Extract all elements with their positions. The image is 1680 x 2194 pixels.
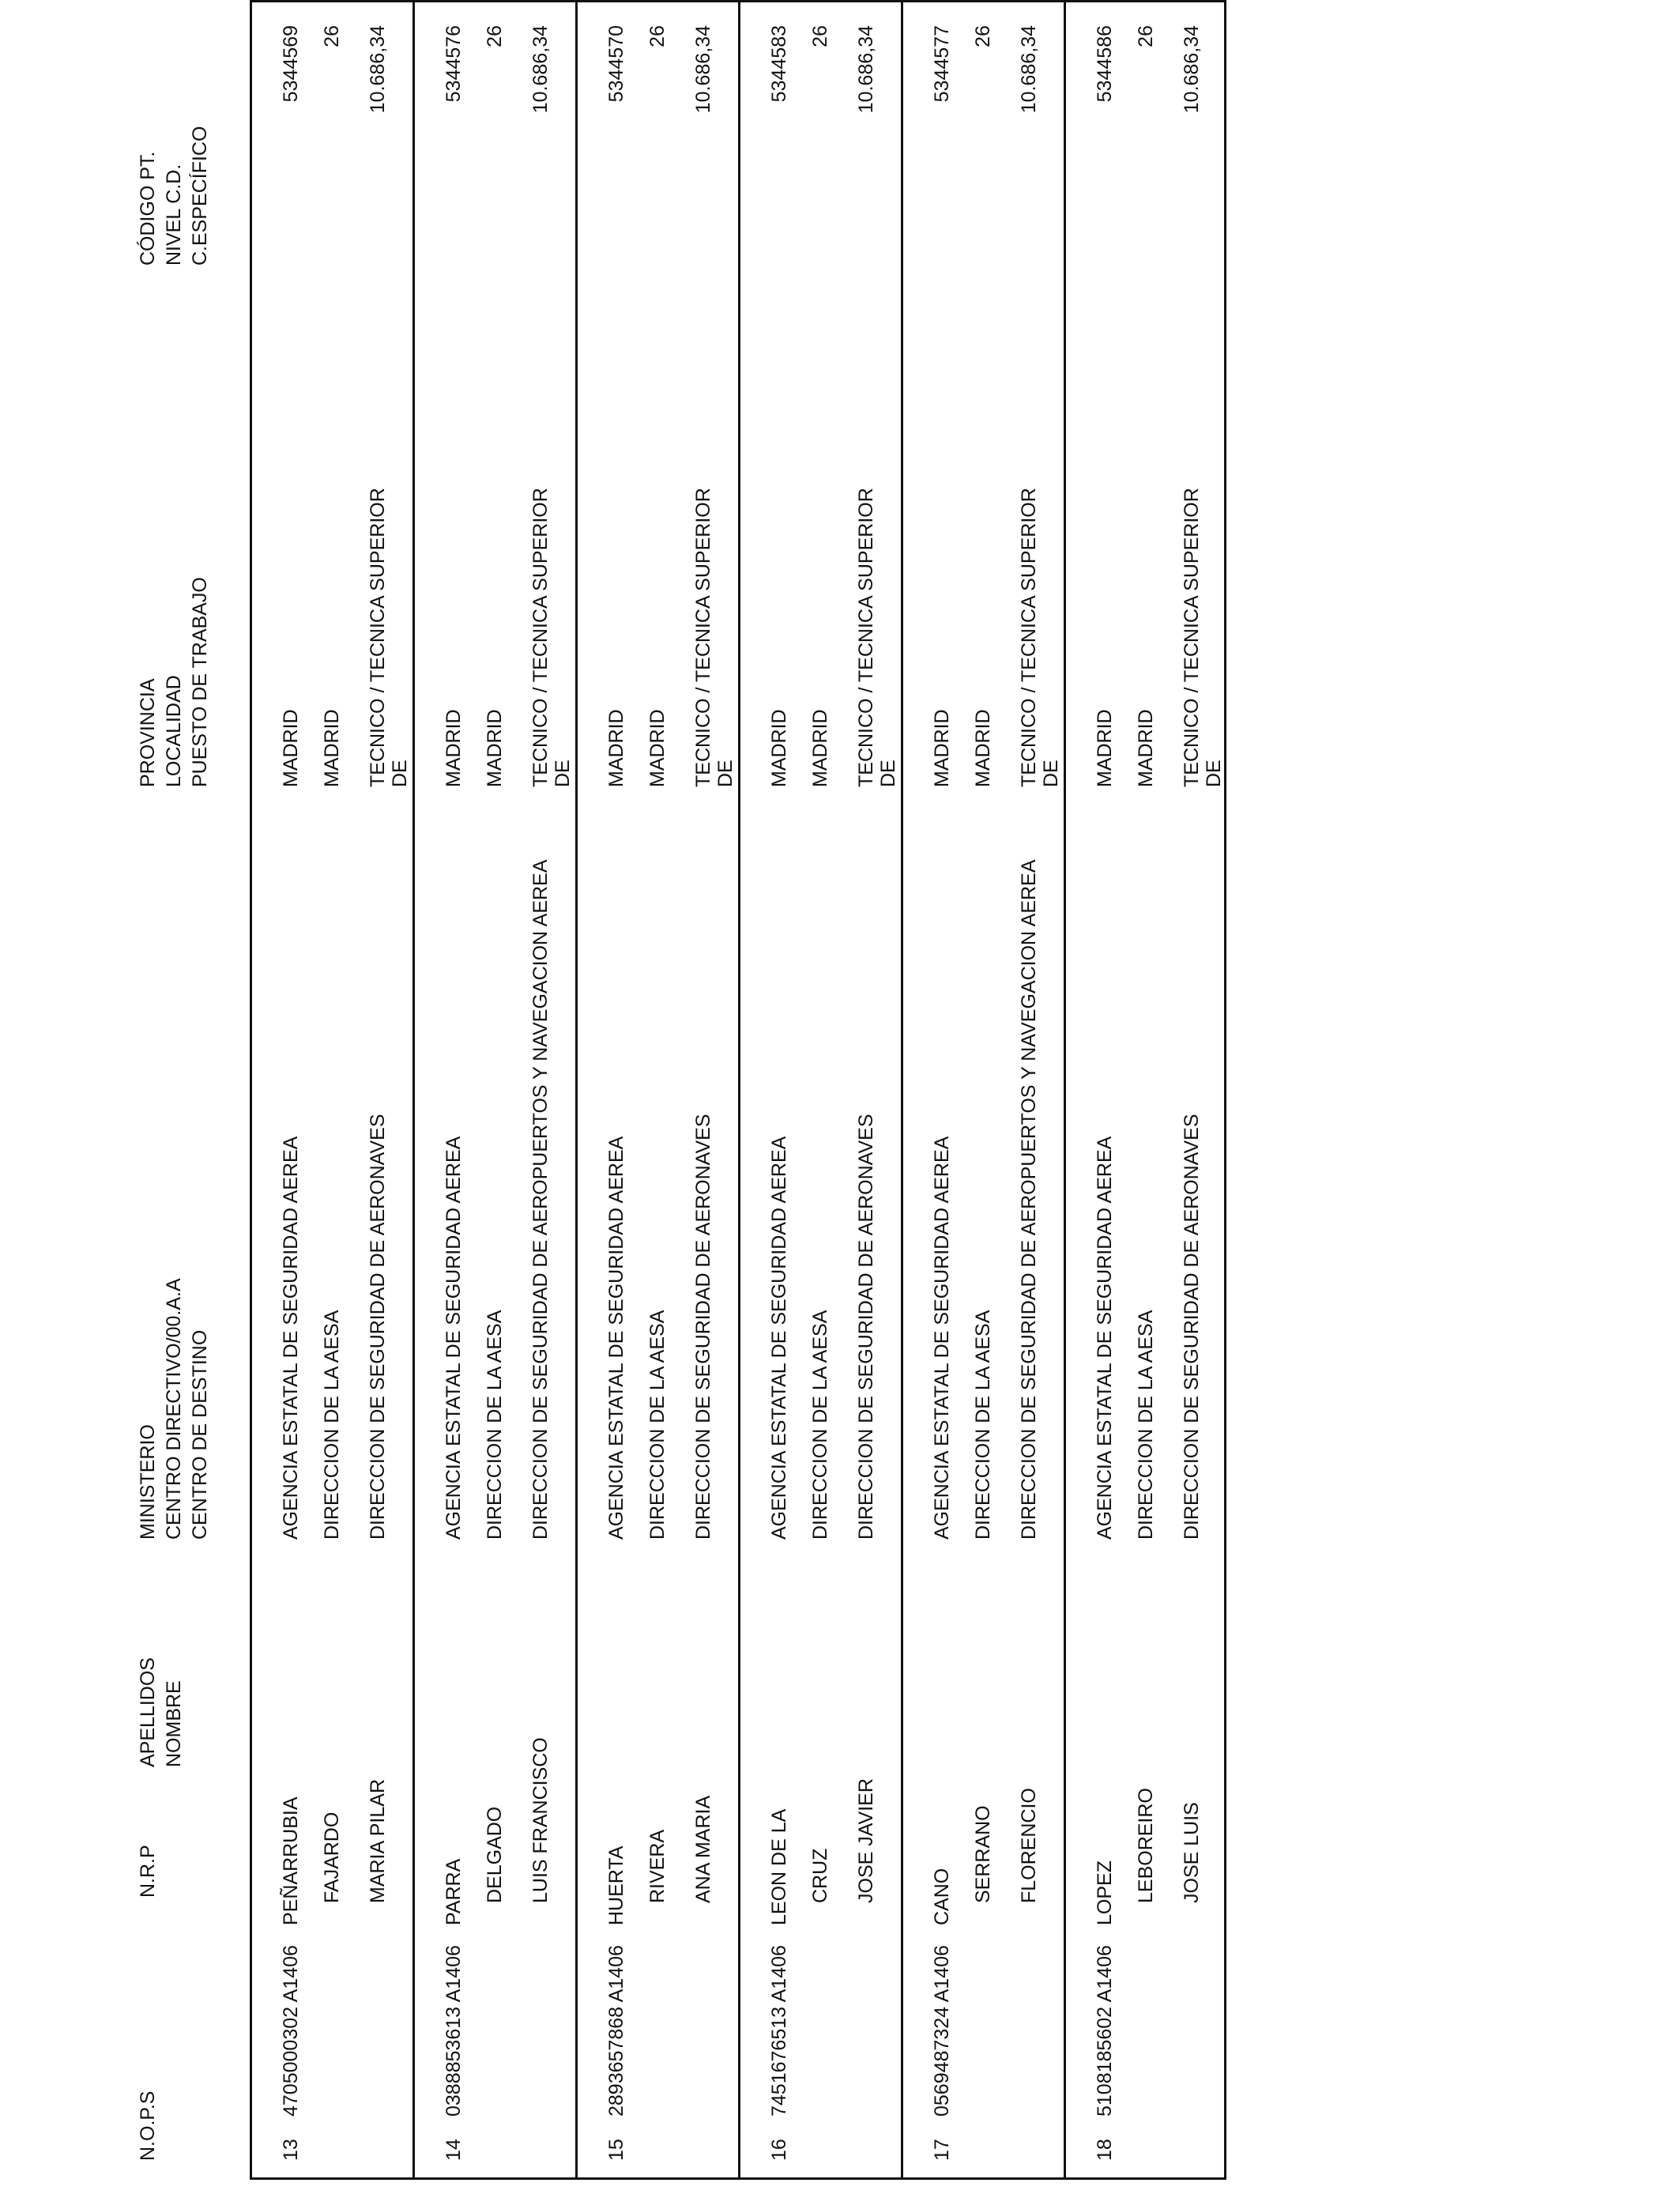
row-puesto-line1: TECNICO / TECNICA SUPERIOR [529,488,552,787]
header-nivel-line: NIVEL C.D. [163,164,185,266]
row-nrp: 7451676513 A1406 [768,1945,790,2117]
table-row [575,0,738,2180]
table-row [250,0,412,2180]
row-provincia: MADRID [280,709,302,787]
row-provincia: MADRID [605,709,627,787]
row-nivel: 26 [972,25,994,47]
row-centro-destino: DIRECCION DE SEGURIDAD DE AERONAVES [1181,1114,1203,1540]
row-apellido1: LOPEZ [1094,1860,1116,1925]
row-especifico: 10.686,34 [367,25,389,114]
row-centro-directivo: DIRECCION DE LA AESA [1135,1310,1157,1540]
row-provincia: MADRID [1094,709,1116,787]
row-nrp: 0388853613 A1406 [443,1945,465,2117]
row-centro-destino: DIRECCION DE SEGURIDAD DE AEROPUERTOS Y NAVEGACION AEREA [529,859,552,1540]
row-nrp: 4705000302 A1406 [280,1945,302,2117]
row-localidad: MADRID [321,709,343,787]
row-codigo: 5344586 [1094,25,1116,103]
row-ministerio: AGENCIA ESTATAL DE SEGURIDAD AEREA [931,1136,953,1540]
row-number: 17 [931,2139,953,2161]
row-apellido1: PARRA [443,1858,465,1925]
row-apellido2: RIVERA [646,1829,669,1903]
header-provincia-line: PROVINCIA [137,678,159,787]
row-localidad: MADRID [809,709,831,787]
header-nops: N.O.P.S [137,2090,159,2161]
table-row [901,0,1064,2180]
row-nombre: LUIS FRANCISCO [529,1737,552,1903]
row-nivel: 26 [809,25,831,47]
row-codigo: 5344576 [443,25,465,103]
header-provincia [138,577,217,787]
row-centro-directivo: DIRECCION DE LA AESA [646,1310,669,1540]
row-number: 15 [605,2139,627,2161]
row-puesto-line1: TECNICO / TECNICA SUPERIOR [1018,488,1040,787]
row-provincia: MADRID [768,709,790,787]
header-nrp: N.R.P [137,1845,159,1898]
table-row [738,0,901,2180]
row-centro-directivo: DIRECCION DE LA AESA [321,1310,343,1540]
row-nombre: JOSE JAVIER [855,1778,877,1903]
row-apellido2: FAJARDO [321,1811,343,1903]
row-puesto-line2: DE [1040,760,1062,787]
row-especifico: 10.686,34 [1018,25,1040,114]
row-provincia: MADRID [931,709,953,787]
row-puesto-line2: DE [714,760,736,787]
row-apellido1: PEÑARRUBIA [280,1796,302,1925]
table-header [0,0,237,2194]
row-nombre: MARIA PILAR [367,1779,389,1903]
row-ministerio: AGENCIA ESTATAL DE SEGURIDAD AEREA [443,1136,465,1540]
row-nivel: 26 [1135,25,1157,47]
row-apellido2: DELGADO [484,1806,506,1903]
row-puesto-line1: TECNICO / TECNICA SUPERIOR [855,488,877,787]
row-puesto-line2: DE [1203,760,1225,787]
row-apellido1: LEON DE LA [768,1808,790,1925]
header-nombre-line: NOMBRE [163,1680,185,1767]
row-separator [738,0,740,2180]
header-especifico-line: C.ESPECÍFICO [189,126,211,266]
row-puesto-line2: DE [877,760,899,787]
row-ministerio: AGENCIA ESTATAL DE SEGURIDAD AEREA [1094,1136,1116,1540]
row-puesto-line2: DE [552,760,574,787]
row-separator [1064,0,1066,2180]
row-apellido2: LEBOREIRO [1135,1788,1157,1903]
header-codigo [138,126,217,266]
row-number: 14 [443,2139,465,2161]
row-codigo: 5344577 [931,25,953,103]
row-nombre: JOSE LUIS [1181,1802,1203,1903]
row-nivel: 26 [484,25,506,47]
table-row [412,0,575,2180]
header-apellidos-line: APELLIDOS [137,1657,159,1767]
header-apellidos [138,1657,190,1767]
row-puesto-line1: TECNICO / TECNICA SUPERIOR [367,488,389,787]
row-apellido2: SERRANO [972,1805,994,1903]
row-nrp: 0569487324 A1406 [931,1945,953,2117]
row-centro-directivo: DIRECCION DE LA AESA [484,1310,506,1540]
row-number: 18 [1094,2139,1116,2161]
row-centro-destino: DIRECCION DE SEGURIDAD DE AERONAVES [692,1114,714,1540]
header-centro-directivo-line: CENTRO DIRECTIVO/00.A.A [163,1278,185,1540]
row-ministerio: AGENCIA ESTATAL DE SEGURIDAD AEREA [280,1136,302,1540]
row-codigo: 5344569 [280,25,302,103]
row-centro-destino: DIRECCION DE SEGURIDAD DE AEROPUERTOS Y NAVEGACION AEREA [1018,859,1040,1540]
row-ministerio: AGENCIA ESTATAL DE SEGURIDAD AEREA [768,1136,790,1540]
header-centro-destino-line: CENTRO DE DESTINO [189,1329,211,1540]
row-localidad: MADRID [1135,709,1157,787]
row-nrp: 5108185602 A1406 [1094,1945,1116,2117]
row-codigo: 5344583 [768,25,790,103]
row-nombre: ANA MARIA [692,1795,714,1903]
records-table [237,0,1237,2180]
row-puesto-line1: TECNICO / TECNICA SUPERIOR [1181,488,1203,787]
header-localidad-line: LOCALIDAD [163,675,185,787]
row-number: 16 [768,2139,790,2161]
row-puesto-line1: TECNICO / TECNICA SUPERIOR [692,488,714,787]
row-nivel: 26 [646,25,669,47]
row-especifico: 10.686,34 [1181,25,1203,114]
header-ministerio-line: MINISTERIO [137,1424,159,1540]
row-nrp: 2893657868 A1406 [605,1945,627,2117]
row-separator [575,0,578,2180]
row-apellido1: HUERTA [605,1845,627,1925]
header-puesto-line: PUESTO DE TRABAJO [189,577,211,787]
row-localidad: MADRID [646,709,669,787]
row-number: 13 [280,2139,302,2161]
row-separator [901,0,903,2180]
row-nombre: FLORENCIO [1018,1788,1040,1903]
row-localidad: MADRID [484,709,506,787]
header-centro [138,1278,217,1540]
row-apellido2: CRUZ [809,1848,831,1903]
row-especifico: 10.686,34 [692,25,714,114]
table-row [1064,0,1226,2180]
row-centro-directivo: DIRECCION DE LA AESA [972,1310,994,1540]
row-ministerio: AGENCIA ESTATAL DE SEGURIDAD AEREA [605,1136,627,1540]
header-codigo-line: CÓDIGO PT. [137,151,159,266]
row-centro-destino: DIRECCION DE SEGURIDAD DE AERONAVES [855,1114,877,1540]
row-localidad: MADRID [972,709,994,787]
row-centro-destino: DIRECCION DE SEGURIDAD DE AERONAVES [367,1114,389,1540]
row-centro-directivo: DIRECCION DE LA AESA [809,1310,831,1540]
row-nivel: 26 [321,25,343,47]
row-especifico: 10.686,34 [855,25,877,114]
row-separator [412,0,415,2180]
row-provincia: MADRID [443,709,465,787]
row-codigo: 5344570 [605,25,627,103]
row-especifico: 10.686,34 [529,25,552,114]
row-apellido1: CANO [931,1868,953,1925]
row-puesto-line2: DE [389,760,411,787]
